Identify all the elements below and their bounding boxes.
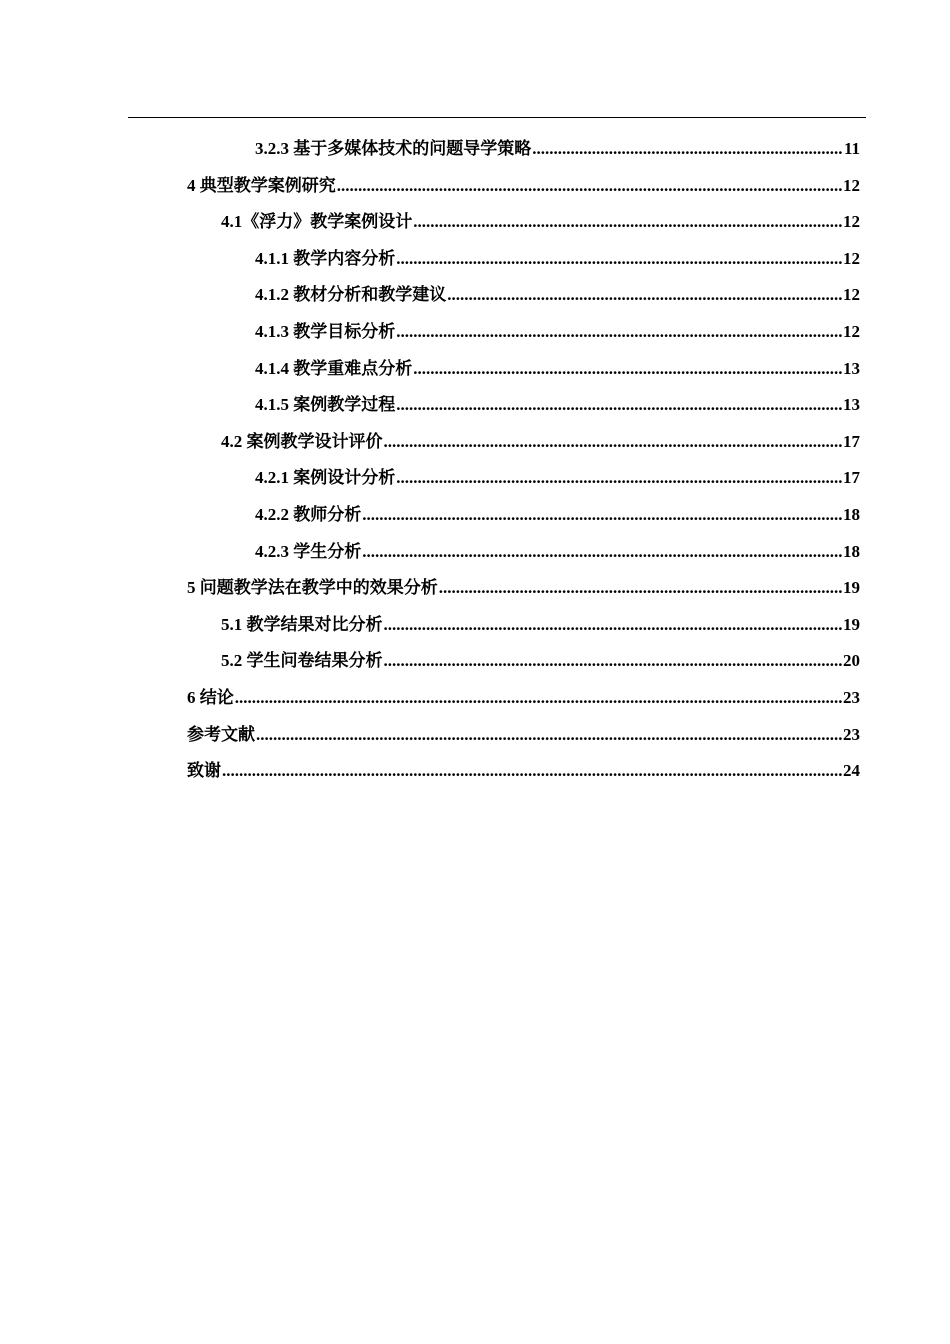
toc-entry[interactable] [255, 136, 860, 162]
toc-entry[interactable] [187, 173, 860, 199]
toc-entry-page: 24 [843, 761, 860, 781]
toc-entry-title: 4.2.1 案例设计分析 [255, 468, 396, 488]
toc-entry[interactable] [221, 612, 860, 638]
toc-entry-page: 19 [843, 578, 860, 598]
toc-dot-leader [532, 136, 843, 162]
toc-entry[interactable] [255, 539, 860, 565]
toc-entry-page: 17 [843, 468, 860, 488]
toc-entry-page: 13 [843, 358, 860, 378]
toc-dot-leader [362, 502, 842, 528]
toc-entry-title: 致谢 [187, 761, 221, 781]
toc-entry-title: 参考文献 [187, 724, 255, 744]
toc-dot-leader [396, 246, 842, 272]
toc-entry-title: 3.2.3 基于多媒体技术的问题导学策略 [255, 139, 532, 158]
toc-entry-title: 4.1.3 教学目标分析 [255, 322, 396, 341]
toc-entry-page: 19 [843, 614, 860, 634]
toc-entry-page: 17 [843, 431, 860, 451]
toc-entry-title: 6 结论 [187, 688, 234, 707]
toc-entry-page: 18 [843, 541, 860, 561]
toc-dot-leader [396, 465, 842, 491]
toc-entry-page: 12 [843, 248, 860, 268]
toc-entry-title: 4.1.1 教学内容分析 [255, 248, 396, 268]
toc-entry-page: 12 [843, 285, 860, 305]
toc-entry[interactable] [255, 356, 860, 382]
toc-entry-title: 4.1.4 教学重难点分析 [255, 358, 413, 378]
header-rule [128, 117, 866, 118]
toc-dot-leader [384, 429, 843, 455]
toc-dot-leader [337, 173, 842, 199]
toc-entry-page: 18 [843, 505, 860, 524]
toc-entry-page: 12 [843, 212, 860, 232]
toc-dot-leader [439, 575, 842, 601]
toc-entry[interactable] [221, 429, 860, 455]
toc-entry-title: 5 问题教学法在教学中的效果分析 [187, 578, 438, 598]
toc-entry-title: 4.2 案例教学设计评价 [221, 431, 383, 451]
toc-dot-leader [396, 319, 842, 345]
toc-entry[interactable] [255, 502, 860, 528]
toc-entry[interactable] [187, 575, 860, 601]
toc-entry-title: 4 典型教学案例研究 [187, 175, 336, 195]
toc-entry-title: 5.1 教学结果对比分析 [221, 614, 383, 634]
toc-entry[interactable] [255, 246, 860, 272]
toc-entry-page: 12 [843, 175, 860, 195]
toc-dot-leader [413, 209, 842, 235]
toc-entry[interactable] [255, 392, 860, 418]
toc-entry[interactable] [187, 758, 860, 784]
toc-entry-title: 4.1《浮力》教学案例设计 [221, 212, 413, 232]
toc-dot-leader [396, 392, 842, 418]
toc-entry-title: 4.2.3 学生分析 [255, 541, 362, 561]
toc-dot-leader [235, 685, 842, 711]
toc-entry[interactable] [187, 685, 860, 711]
toc-dot-leader [413, 356, 842, 382]
toc-dot-leader [362, 539, 842, 565]
toc-entry-title: 4.1.2 教材分析和教学建议 [255, 285, 447, 305]
toc-entry-page: 12 [843, 322, 860, 341]
toc-dot-leader [447, 282, 842, 308]
toc-entry[interactable] [255, 319, 860, 345]
toc-dot-leader [222, 758, 842, 784]
toc-entry[interactable] [221, 648, 860, 674]
toc-entry-page: 13 [843, 395, 860, 415]
toc-entry-title: 4.1.5 案例教学过程 [255, 395, 396, 415]
toc-entry-page: 20 [843, 651, 860, 671]
toc-entry-page: 11 [843, 139, 860, 158]
toc-entry-page: 23 [843, 724, 860, 744]
toc-entry[interactable] [187, 722, 860, 748]
toc-entry-title: 4.2.2 教师分析 [255, 505, 362, 524]
toc-dot-leader [256, 722, 842, 748]
toc-entry[interactable] [255, 282, 860, 308]
toc-entry-title: 5.2 学生问卷结果分析 [221, 651, 383, 671]
toc-dot-leader [384, 648, 843, 674]
toc-dot-leader [384, 612, 843, 638]
toc-entry-page: 23 [843, 688, 860, 707]
toc-entry[interactable] [255, 465, 860, 491]
toc-entry[interactable] [221, 209, 860, 235]
